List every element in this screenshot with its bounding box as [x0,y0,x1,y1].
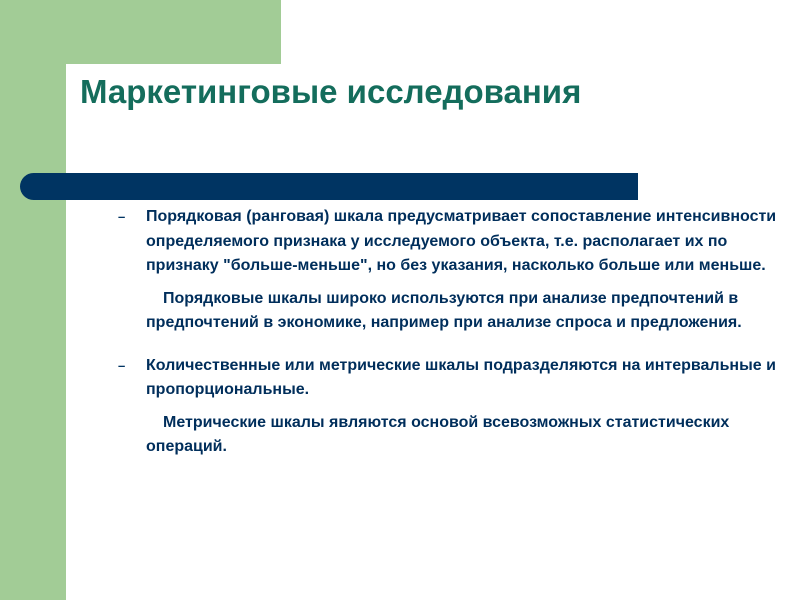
green-top-band [0,0,281,64]
item-note: Порядковые шкалы широко используются при анализе предпочтений в предпочтений в экономике, например при анализе спроса и предложения. [146,289,742,331]
item-note: Метрические шкалы являются основой всевозможных статистических операций. [146,413,730,455]
item-text: Количественные или метрические шкалы подразделяются на интервальные и пропорциональные. [146,356,776,398]
list-item [118,205,778,336]
slide-body [118,205,778,460]
slide-title: Маркетинговые исследования [80,73,582,110]
item-text: Порядковая (ранговая) шкала предусматривает сопоставление интенсивности определяемого признака у исследуемого объекта, т.е. располагает их по признаку "больше-меньше", но без указания, насколько больше или меньше. [146,208,777,274]
title-underline-bar [20,173,638,200]
list-item [118,354,778,460]
bullet-dash: – [118,209,126,224]
green-side-band [0,0,66,600]
bullet-dash: – [118,357,126,373]
